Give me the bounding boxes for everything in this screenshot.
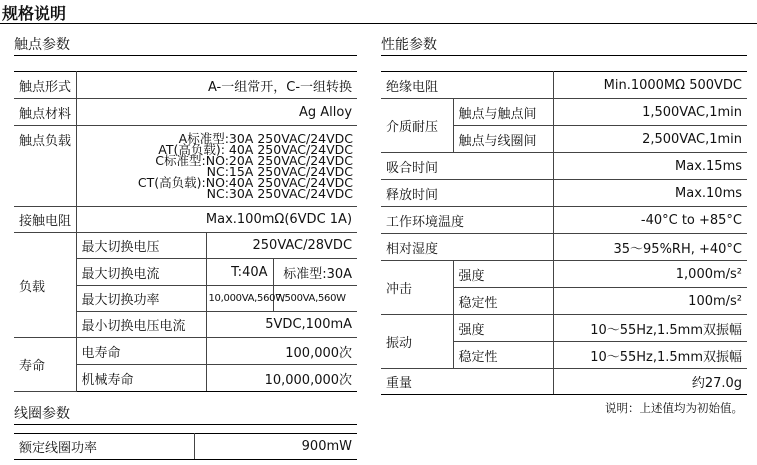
- coil-section-title: 线圈参数: [14, 406, 70, 422]
- table-row: [381, 180, 747, 207]
- row-label: 触点与触点间: [453, 99, 553, 126]
- title-divider: [0, 23, 757, 24]
- load-line: AT(高负载): 40A 250VAC/24VDC: [158, 142, 354, 157]
- row-value: 100m/s²: [553, 288, 747, 315]
- table-row: [381, 369, 747, 395]
- table-row: [381, 99, 747, 126]
- contact-section-rule: [14, 55, 357, 56]
- row-label: 最大切换功率: [76, 286, 206, 312]
- row-label: 吸合时间: [381, 153, 553, 180]
- row-value: 标准型:30A: [273, 259, 357, 286]
- row-value: 35～95%RH, +40°C: [553, 234, 747, 261]
- table-row: [14, 434, 357, 460]
- row-value: 1,500VAC,1min: [553, 99, 747, 126]
- row-label: 额定线圈功率: [14, 434, 194, 460]
- load-line: NC:30A 250VAC/24VDC: [206, 186, 354, 201]
- contact-load-cell: [76, 126, 357, 207]
- row-label: 稳定性: [453, 288, 553, 315]
- row-label: 释放时间: [381, 180, 553, 207]
- table-row: [381, 261, 747, 288]
- row-value: Min.1000MΩ 500VDC: [553, 72, 747, 99]
- row-value: 10～55Hz,1.5mm双振幅: [553, 315, 747, 342]
- row-value: 5VDC,100mA: [206, 312, 357, 338]
- group-label: 寿命: [14, 338, 76, 392]
- table-row: [14, 233, 357, 259]
- row-value: 250VAC/28VDC: [206, 233, 357, 259]
- row-label: 最小切换电压电流: [76, 312, 206, 338]
- row-label: 最大切换电压: [76, 233, 206, 259]
- footnote: 说明：上述值均为初始值。: [605, 401, 743, 415]
- row-label: 触点与线圈间: [453, 126, 553, 153]
- coil-section-rule: [14, 424, 357, 425]
- row-label: 稳定性: [453, 342, 553, 369]
- row-value: 10～55Hz,1.5mm双振幅: [553, 342, 747, 369]
- row-label: 接触电阻: [14, 207, 76, 233]
- row-value: T:40A: [206, 259, 273, 286]
- row-value: 10,000VA,560W: [206, 286, 273, 312]
- table-row: [14, 207, 357, 233]
- row-label: 绝缘电阻: [381, 72, 553, 99]
- row-label: 强度: [453, 261, 553, 288]
- load-line: C标准型:NO:20A 250VAC/24VDC: [155, 153, 354, 168]
- row-label: 相对湿度: [381, 234, 553, 261]
- table-row: [381, 153, 747, 180]
- row-label: 触点材料: [14, 99, 76, 126]
- row-value: 10,000,000次: [206, 365, 357, 392]
- table-row: [381, 234, 747, 261]
- row-value: 约27.0g: [553, 369, 747, 395]
- load-line: A标准型:30A 250VAC/24VDC: [178, 131, 354, 146]
- group-label: 介质耐压: [381, 99, 453, 153]
- table-row: [381, 315, 747, 342]
- row-label: 触点形式: [14, 72, 76, 99]
- row-value: Max.10ms: [553, 180, 747, 207]
- row-value: Ag Alloy: [76, 99, 357, 126]
- load-line: NC:15A 250VAC/24VDC: [206, 164, 354, 179]
- contact-section-title: 触点参数: [14, 37, 70, 53]
- contact-table: [14, 71, 357, 392]
- table-row: [14, 338, 357, 365]
- row-value: -40°C to +85°C: [553, 207, 747, 234]
- coil-table: [14, 433, 357, 460]
- row-label: 触点负载: [14, 126, 76, 207]
- row-value: Max.100mΩ(6VDC 1A): [76, 207, 357, 233]
- row-value: 2,500VAC,1min: [553, 126, 747, 153]
- row-value: 1,000m/s²: [553, 261, 747, 288]
- table-row: [381, 207, 747, 234]
- row-value: Max.15ms: [553, 153, 747, 180]
- performance-section-title: 性能参数: [381, 37, 437, 53]
- load-line: CT(高负载):NO:40A 250VAC/24VDC: [137, 175, 354, 190]
- table-row: [14, 99, 357, 126]
- row-label: 最大切换电流: [76, 259, 206, 286]
- table-row: [14, 72, 357, 99]
- row-value: 900mW: [194, 434, 357, 460]
- row-label: 重量: [381, 369, 553, 395]
- row-value: 7,500VA,560W: [273, 286, 357, 312]
- table-row: [14, 126, 357, 207]
- row-value: A-一组常开，C-一组转换: [76, 72, 357, 99]
- row-label: 工作环境温度: [381, 207, 553, 234]
- performance-section-rule: [381, 55, 747, 56]
- row-value: 100,000次: [206, 338, 357, 365]
- group-label: 负载: [14, 233, 76, 338]
- group-label: 冲击: [381, 261, 453, 315]
- row-label: 强度: [453, 315, 553, 342]
- row-label: 电寿命: [76, 338, 206, 365]
- performance-table: [381, 71, 747, 395]
- row-label: 机械寿命: [76, 365, 206, 392]
- table-row: [381, 72, 747, 99]
- group-label: 振动: [381, 315, 453, 369]
- page-title: 规格说明: [2, 4, 67, 23]
